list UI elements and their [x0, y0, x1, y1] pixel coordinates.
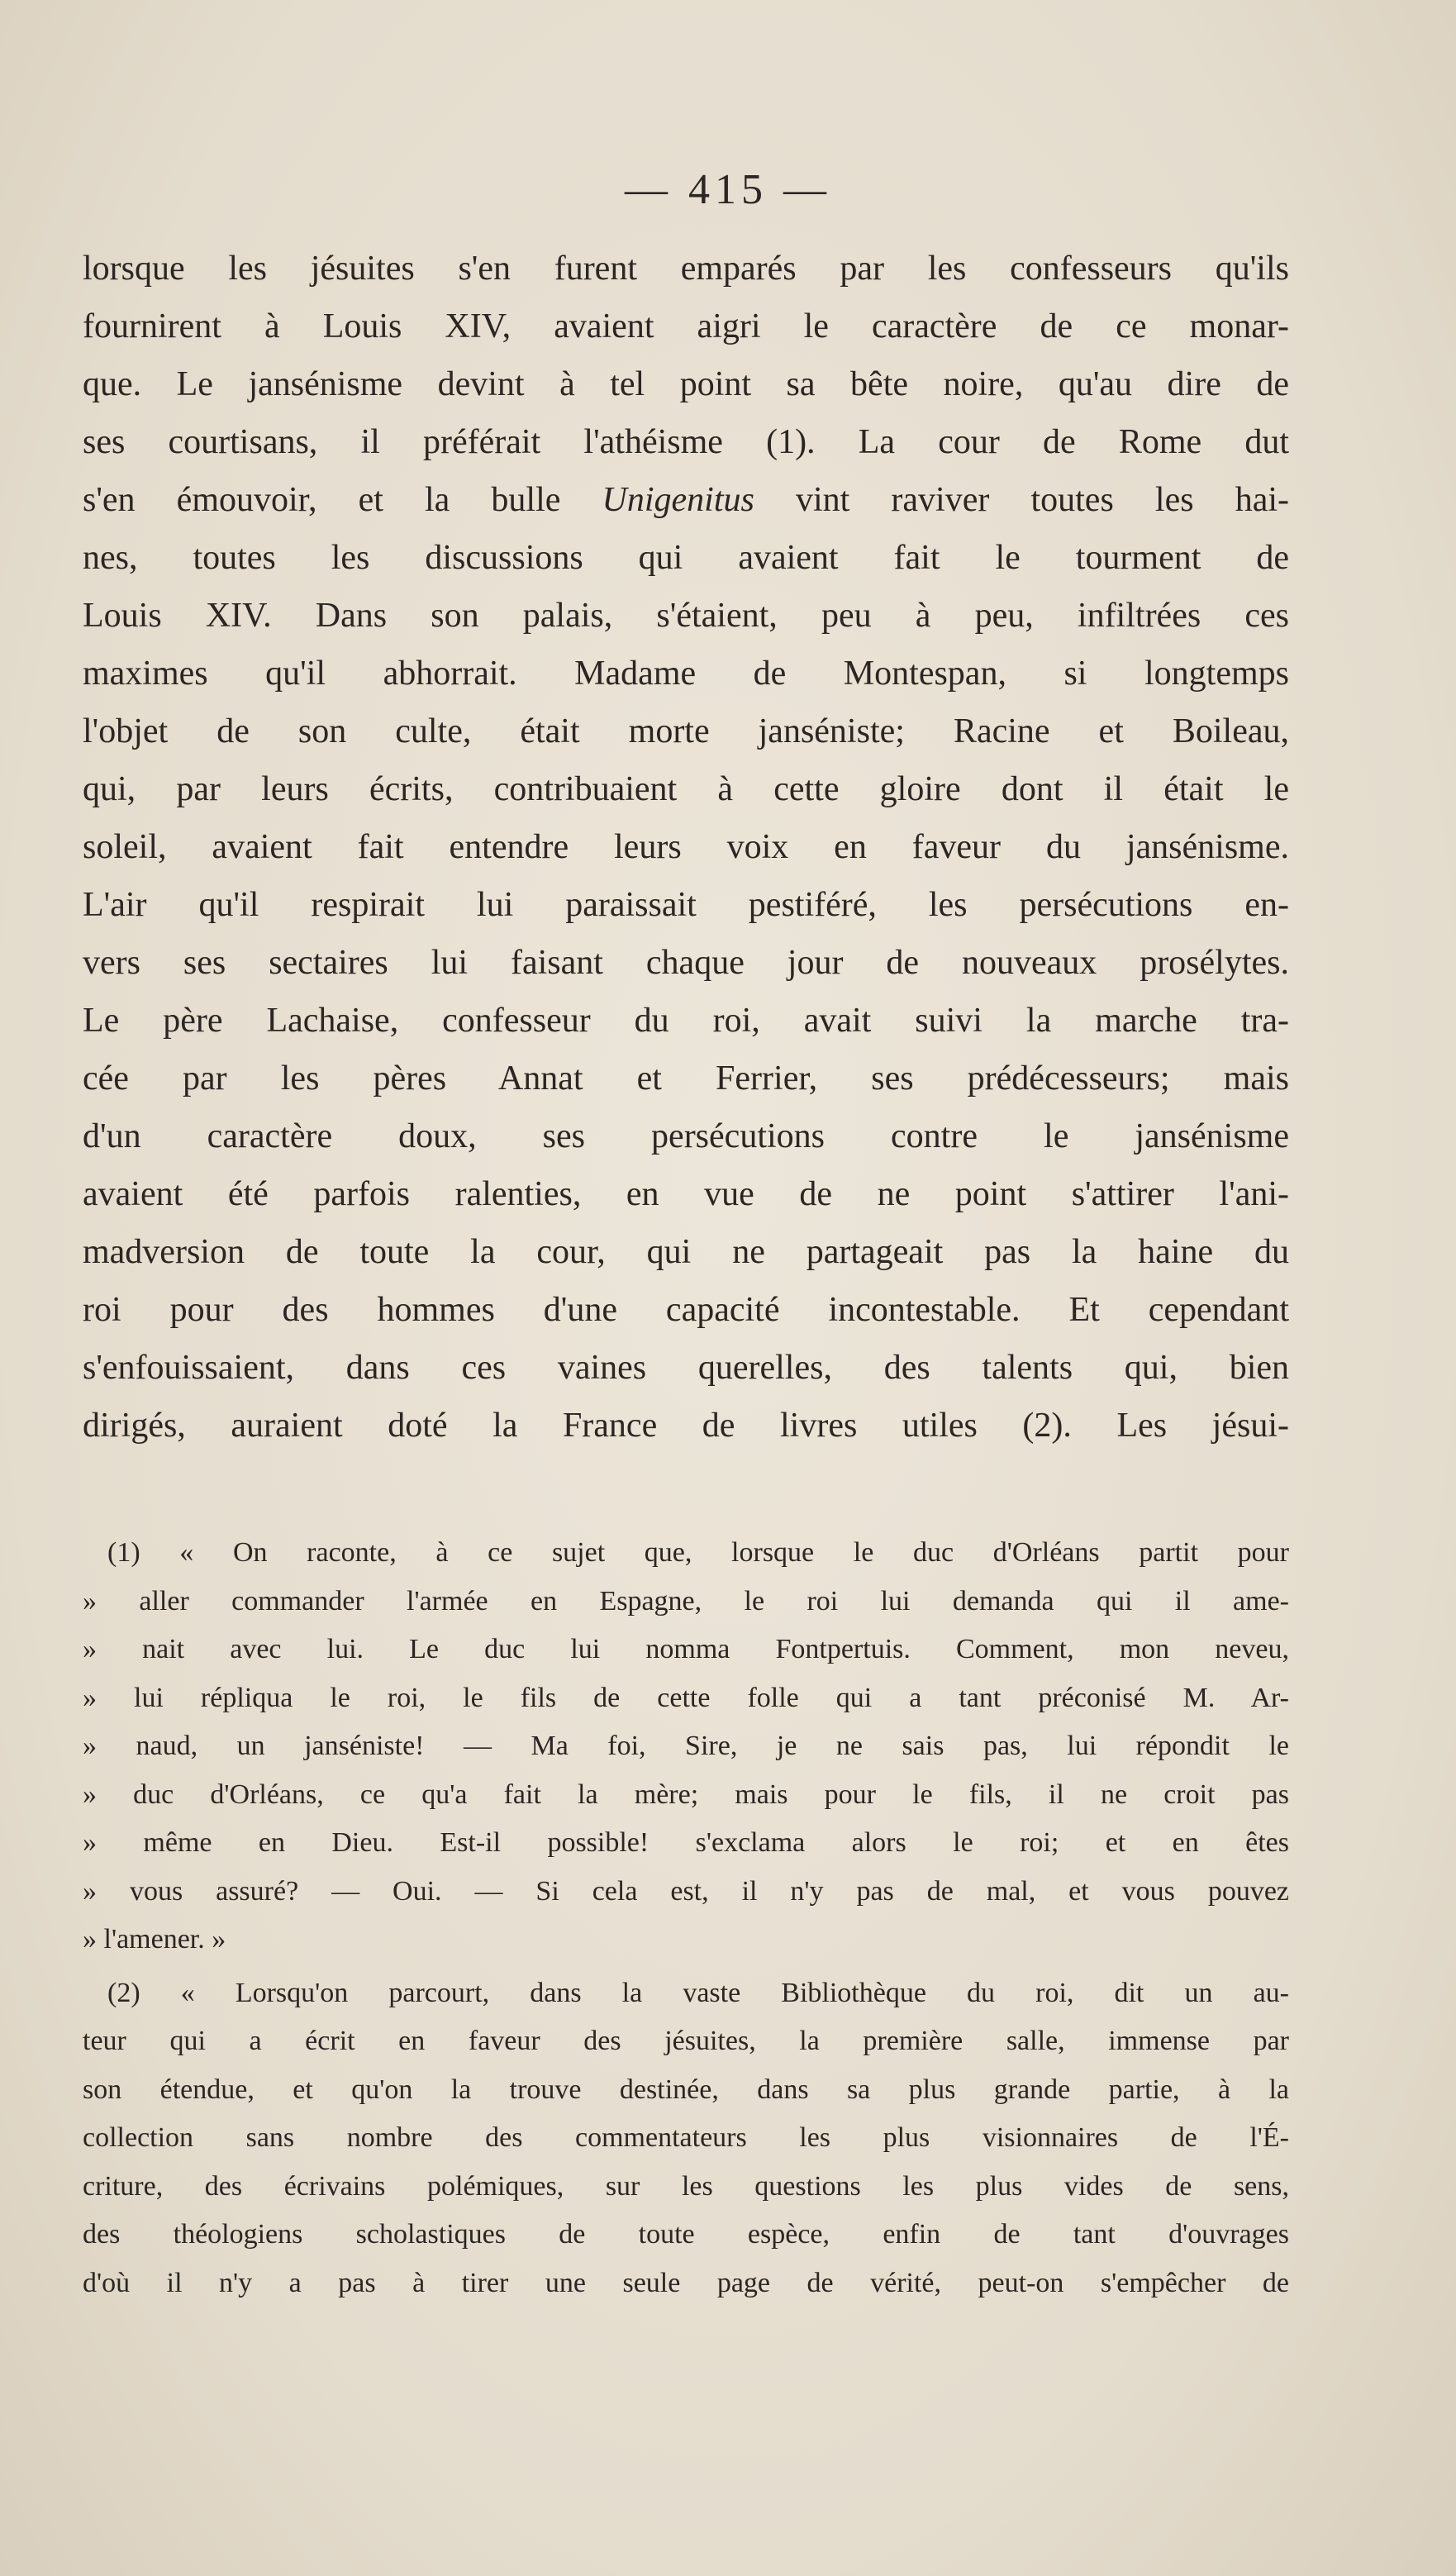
- footnote-line: » naud, un janséniste! — Ma foi, Sire, je ne sais pas, lui répondit le: [83, 1731, 1289, 1761]
- text-line: qui, par leurs écrits, contribuaient à cette gloire dont il était le: [83, 770, 1289, 808]
- text-line: Le père Lachaise, confesseur du roi, avait suivi la marche tra-: [83, 1002, 1289, 1040]
- line-suffix: vint raviver toutes les hai-: [754, 481, 1289, 519]
- text-line: l'objet de son culte, était morte janséniste; Racine et Boileau,: [83, 712, 1289, 750]
- footnote-line: » aller commander l'armée en Espagne, le roi lui demanda qui il ame-: [83, 1585, 1289, 1617]
- footnote-line: collection sans nombre des commentateurs les plus visionnaires de l'É-: [83, 2122, 1289, 2153]
- text-line: Louis XIV. Dans son palais, s'étaient, peu à peu, infiltrées ces: [83, 597, 1289, 635]
- footnote-line: » duc d'Orléans, ce qu'a fait la mère; mais pour le fils, il ne croit pas: [83, 1778, 1289, 1810]
- text-line: d'un caractère doux, ses persécutions contre le jansénisme: [83, 1117, 1289, 1155]
- page-number: — 415 —: [625, 166, 831, 213]
- footnote-line: » nait avec lui. Le duc lui nomma Fontpertuis. Comment, mon neveu,: [83, 1634, 1289, 1664]
- text-line: vers ses sectaires lui faisant chaque jour de nouveaux prosélytes.: [83, 944, 1289, 982]
- text-line: L'air qu'il respirait lui paraissait pestiféré, les persécutions en-: [83, 886, 1289, 924]
- text-line: ses courtisans, il préférait l'athéisme (1). La cour de Rome dut: [83, 423, 1289, 461]
- text-line: soleil, avaient fait entendre leurs voix en faveur du jansénisme.: [83, 828, 1289, 866]
- footnote-1: [83, 1529, 1289, 1964]
- footnote-line: » l'amener. »: [83, 1924, 226, 1955]
- text-line: roi pour des hommes d'une capacité incontestable. Et cependant: [83, 1291, 1289, 1329]
- footnote-line: » vous assuré? — Oui. — Si cela est, il n'y pas de mal, et vous pouvez: [83, 1875, 1289, 1907]
- line-prefix: s'en émouvoir, et la bulle: [83, 481, 602, 519]
- italic-title: Unigenitus: [602, 481, 754, 519]
- text-line: cée par les pères Annat et Ferrier, ses prédécesseurs; mais: [83, 1059, 1289, 1098]
- main-text: [83, 240, 1289, 1455]
- footnote-2: [83, 1969, 1289, 2308]
- footnotes: [83, 1529, 1289, 2307]
- footnote-line: teur qui a écrit en faveur des jésuites, la première salle, immense par: [83, 2026, 1289, 2056]
- footnote-line: d'où il n'y a pas à tirer une seule page de vérité, peut-on s'empêcher de: [83, 2267, 1289, 2298]
- footnote-line: » même en Dieu. Est-il possible! s'exclama alors le roi; et en êtes: [83, 1827, 1289, 1858]
- footnote-line: des théologiens scholastiques de toute espèce, enfin de tant d'ouvrages: [83, 2219, 1289, 2250]
- text-line: dirigés, auraient doté la France de livres utiles (2). Les jésui-: [83, 1407, 1289, 1445]
- text-line: nes, toutes les discussions qui avaient fait le tourment de: [83, 539, 1289, 577]
- footnote-line: » lui répliqua le roi, le fils de cette folle qui a tant préconisé M. Ar-: [83, 1682, 1289, 1713]
- footnote-line: (1) « On raconte, à ce sujet que, lorsque le duc d'Orléans partit pour: [107, 1537, 1289, 1568]
- text-line: que. Le jansénisme devint à tel point sa bête noire, qu'au dire de: [83, 365, 1289, 403]
- footnote-line: (2) « Lorsqu'on parcourt, dans la vaste Bibliothèque du roi, dit un au-: [107, 1977, 1289, 2008]
- footnote-line: son étendue, et qu'on la trouve destinée, dans sa plus grande partie, à la: [83, 2074, 1289, 2105]
- footnote-line: criture, des écrivains polémiques, sur les questions les plus vides de sens,: [83, 2170, 1289, 2202]
- text-line: lorsque les jésuites s'en furent emparés par les confesseurs qu'ils: [83, 250, 1289, 288]
- text-line: madversion de toute la cour, qui ne partageait pas la haine du: [83, 1233, 1289, 1271]
- text-line: maximes qu'il abhorrait. Madame de Montespan, si longtemps: [83, 655, 1289, 693]
- text-line: fournirent à Louis XIV, avaient aigri le caractère de ce monar-: [83, 307, 1289, 345]
- text-line: avaient été parfois ralenties, en vue de ne point s'attirer l'ani-: [83, 1175, 1289, 1213]
- text-line: s'enfouissaient, dans ces vaines querelles, des talents qui, bien: [83, 1349, 1289, 1387]
- text-line-with-italic: [83, 471, 1289, 529]
